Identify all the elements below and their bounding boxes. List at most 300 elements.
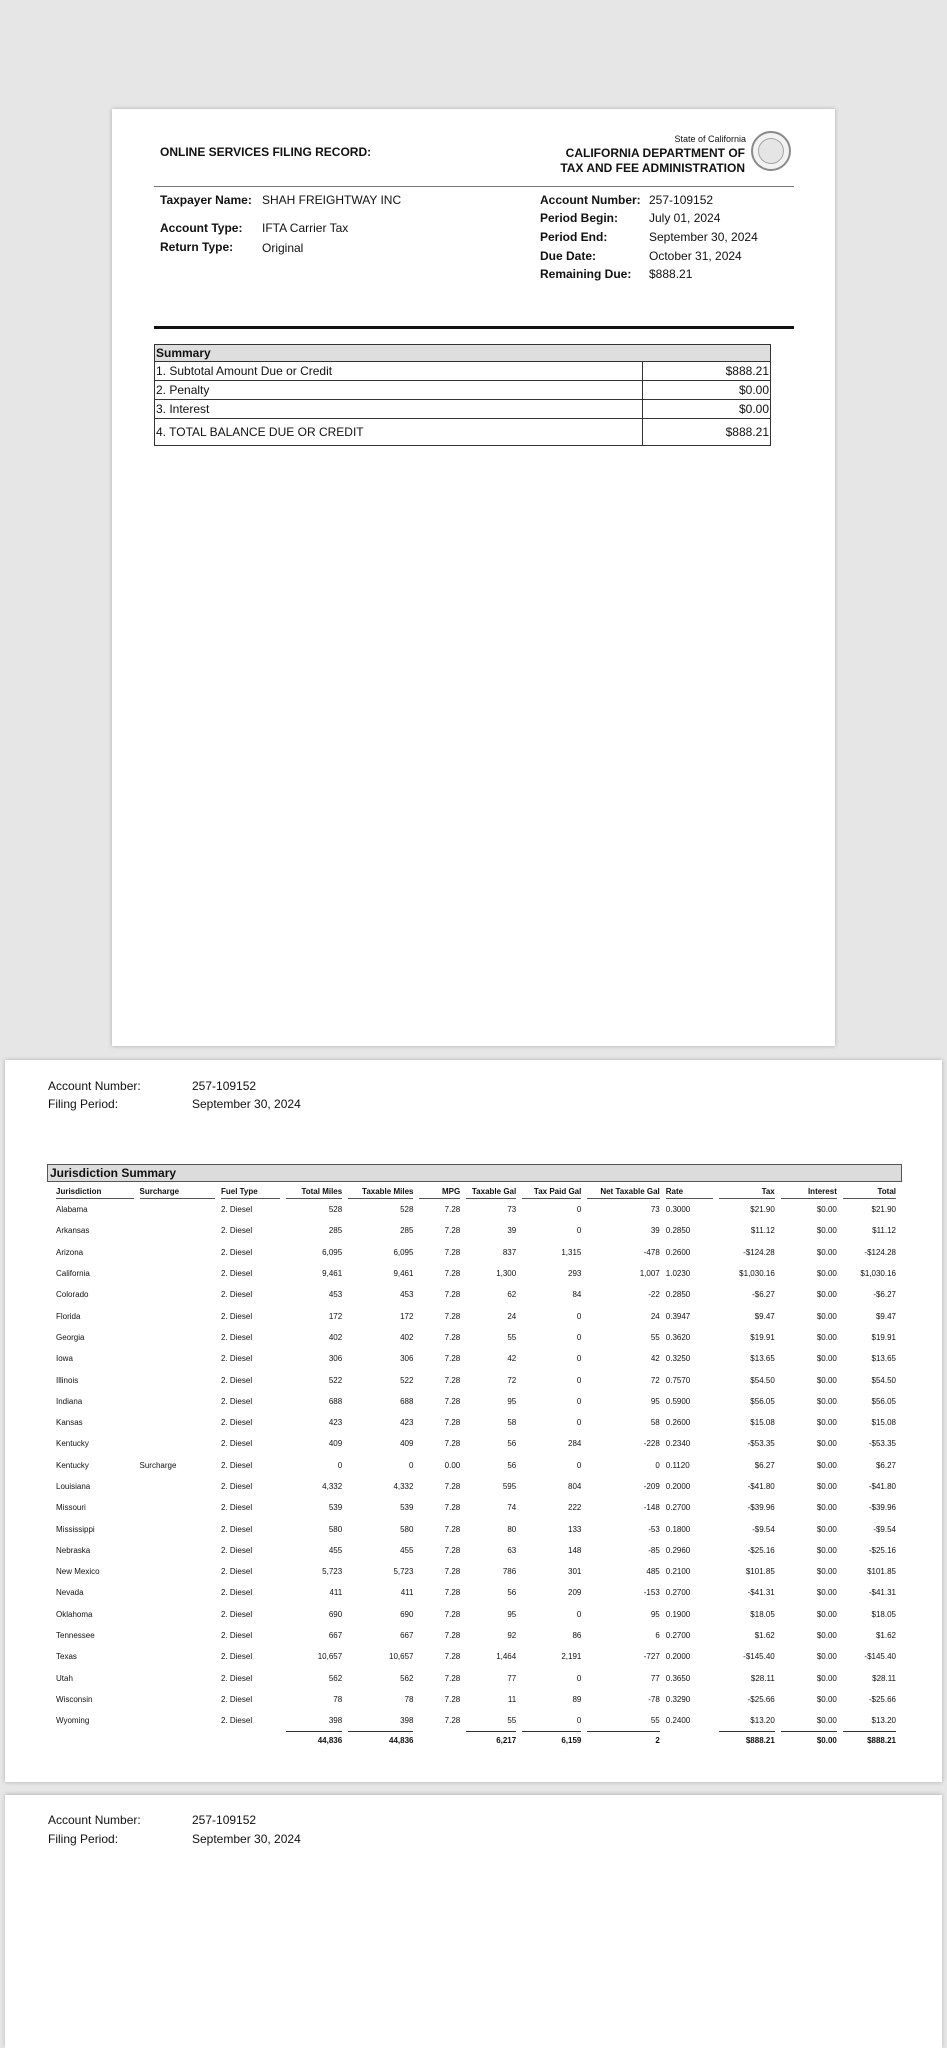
- table-cell: $28.11: [750, 1673, 775, 1683]
- table-cell: 423: [328, 1418, 343, 1428]
- table-cell: 0.3650: [665, 1673, 691, 1683]
- jurisdiction-summary-title: Jurisdiction Summary: [47, 1164, 902, 1182]
- table-row: [56, 1305, 896, 1326]
- table-cell: 7.28: [444, 1482, 461, 1491]
- table-cell: 0: [409, 1460, 414, 1470]
- table-cell: 0.2850: [665, 1226, 691, 1236]
- table-cell: 222: [568, 1503, 582, 1513]
- table-cell: 0: [576, 1609, 582, 1619]
- table-cell: 2. Diesel: [220, 1354, 253, 1364]
- table-cell: [140, 1604, 215, 1625]
- table-cell: $0.00: [816, 1716, 837, 1726]
- remaining-due-label: Remaining Due:: [540, 267, 632, 281]
- state-label: State of California: [674, 134, 746, 144]
- table-cell: 595: [502, 1482, 517, 1491]
- department-line-2: TAX AND FEE ADMINISTRATION: [560, 161, 745, 175]
- table-cell: $0.00: [816, 1503, 837, 1513]
- summary-row-label: 1. Subtotal Amount Due or Credit: [155, 362, 643, 381]
- table-cell: Missouri: [56, 1503, 86, 1513]
- table-cell: 95: [507, 1609, 517, 1619]
- total-cell: 6,159: [522, 1731, 581, 1748]
- table-cell: 6: [655, 1631, 660, 1641]
- table-cell: -$6.27: [752, 1290, 775, 1300]
- table-cell: 0: [576, 1460, 582, 1470]
- table-row: [56, 1327, 896, 1348]
- table-cell: [140, 1220, 215, 1241]
- table-cell: 2,191: [561, 1652, 582, 1662]
- table-cell: 2. Diesel: [220, 1226, 253, 1236]
- column-header: Net Taxable Gal: [587, 1184, 659, 1199]
- table-cell: 63: [507, 1545, 517, 1555]
- summary-row: [155, 362, 771, 381]
- table-cell: 7.28: [444, 1652, 461, 1662]
- table-cell: -$124.28: [864, 1247, 896, 1257]
- table-cell: 77: [650, 1673, 660, 1683]
- table-cell: $56.05: [871, 1396, 896, 1406]
- table-cell: Oklahoma: [56, 1609, 93, 1619]
- table-cell: 306: [400, 1354, 414, 1364]
- table-cell: -$145.40: [864, 1652, 896, 1662]
- table-cell: -153: [643, 1588, 660, 1598]
- table-cell: 0.2700: [665, 1631, 691, 1641]
- table-cell: -$25.16: [747, 1545, 775, 1555]
- table-cell: 24: [650, 1311, 660, 1321]
- table-cell: $1,030.16: [739, 1269, 775, 1279]
- table-cell: Georgia: [56, 1332, 85, 1342]
- table-cell: 2. Diesel: [220, 1460, 253, 1470]
- table-cell: 7.28: [444, 1290, 461, 1300]
- table-cell: 2. Diesel: [220, 1631, 253, 1641]
- table-cell: 411: [329, 1588, 343, 1598]
- jurisdiction-header-row: [56, 1184, 896, 1199]
- account-type-value: IFTA Carrier Tax: [262, 221, 349, 235]
- table-row: [56, 1348, 896, 1369]
- table-cell: 2. Diesel: [220, 1609, 253, 1619]
- table-cell: Nevada: [56, 1588, 84, 1598]
- table-cell: 0.3620: [665, 1332, 691, 1342]
- table-cell: 0.2600: [665, 1418, 691, 1428]
- summary-total-row: [155, 419, 771, 446]
- table-cell: [140, 1476, 215, 1497]
- filing-period-label: Filing Period:: [48, 1832, 119, 1846]
- table-cell: 89: [572, 1694, 582, 1704]
- table-cell: -209: [643, 1482, 660, 1491]
- table-cell: Florida: [56, 1311, 81, 1321]
- table-cell: $0.00: [816, 1588, 837, 1598]
- table-cell: 7.28: [444, 1418, 461, 1428]
- table-cell: Surcharge: [139, 1460, 177, 1470]
- column-header: Surcharge: [140, 1184, 215, 1199]
- table-cell: [140, 1433, 215, 1454]
- table-cell: 2. Diesel: [220, 1524, 253, 1534]
- table-cell: 0.2100: [665, 1567, 691, 1577]
- table-cell: 172: [328, 1311, 343, 1321]
- table-cell: 7.28: [444, 1716, 461, 1726]
- column-header: Jurisdiction: [56, 1184, 134, 1199]
- table-cell: 453: [328, 1290, 343, 1300]
- table-cell: 786: [502, 1567, 517, 1577]
- table-cell: 78: [404, 1694, 414, 1704]
- table-cell: 0: [576, 1311, 582, 1321]
- table-cell: Kentucky: [56, 1460, 89, 1470]
- table-cell: 2. Diesel: [220, 1652, 253, 1662]
- table-cell: 7.28: [444, 1631, 461, 1641]
- table-cell: 7.28: [444, 1226, 461, 1236]
- table-cell: 423: [400, 1418, 414, 1428]
- table-cell: 42: [507, 1354, 517, 1364]
- table-cell: -478: [643, 1247, 660, 1257]
- table-cell: [140, 1582, 215, 1603]
- table-cell: 95: [650, 1396, 660, 1406]
- table-cell: 2. Diesel: [220, 1332, 253, 1342]
- table-cell: 2. Diesel: [220, 1588, 253, 1598]
- table-cell: 2. Diesel: [220, 1673, 253, 1683]
- table-cell: 4,332: [322, 1482, 343, 1491]
- table-cell: -$53.35: [747, 1439, 775, 1449]
- table-cell: -53: [648, 1524, 660, 1534]
- table-cell: 301: [568, 1567, 582, 1577]
- table-cell: [140, 1242, 215, 1263]
- table-row: [56, 1433, 896, 1454]
- header-divider: [154, 186, 794, 187]
- table-cell: 293: [568, 1269, 582, 1279]
- table-cell: -$9.54: [752, 1524, 775, 1534]
- table-cell: $13.20: [750, 1716, 775, 1726]
- table-cell: 0: [576, 1418, 582, 1428]
- column-header: Tax Paid Gal: [522, 1184, 581, 1199]
- table-cell: $0.00: [816, 1545, 837, 1555]
- table-cell: -$41.80: [868, 1482, 896, 1491]
- table-cell: -228: [643, 1439, 660, 1449]
- table-cell: [140, 1199, 215, 1220]
- table-cell: $9.47: [875, 1311, 896, 1321]
- table-cell: $0.00: [816, 1205, 837, 1215]
- table-cell: 80: [507, 1524, 517, 1534]
- account-number-value: 257-109152: [649, 193, 714, 207]
- table-cell: 562: [328, 1673, 343, 1683]
- table-cell: 402: [400, 1332, 414, 1342]
- table-cell: 667: [400, 1631, 414, 1641]
- table-cell: [140, 1348, 215, 1369]
- table-cell: 5,723: [322, 1567, 343, 1577]
- table-cell: $19.91: [871, 1332, 896, 1342]
- table-cell: 9,461: [322, 1269, 343, 1279]
- table-cell: $0.00: [816, 1482, 837, 1491]
- period-end-label: Period End:: [540, 230, 608, 244]
- table-cell: $0.00: [816, 1567, 837, 1577]
- table-row: [56, 1625, 896, 1646]
- table-cell: 74: [507, 1503, 517, 1513]
- table-cell: [140, 1327, 215, 1348]
- table-cell: 0: [576, 1332, 582, 1342]
- table-cell: 0.3250: [665, 1354, 691, 1364]
- table-cell: 688: [400, 1396, 414, 1406]
- table-cell: 0.2700: [665, 1503, 691, 1513]
- table-cell: 7.28: [444, 1311, 461, 1321]
- table-cell: 55: [507, 1332, 517, 1342]
- table-cell: 2. Diesel: [220, 1418, 253, 1428]
- due-date-label: Due Date:: [540, 249, 597, 263]
- table-cell: $0.00: [816, 1460, 837, 1470]
- return-type-value: Original: [262, 241, 304, 255]
- table-cell: 0.2960: [665, 1545, 691, 1555]
- table-cell: $18.05: [750, 1609, 775, 1619]
- table-row: [56, 1689, 896, 1710]
- table-cell: -$25.66: [868, 1694, 896, 1704]
- summary-row-amount: $888.21: [643, 419, 771, 446]
- table-cell: 453: [400, 1290, 414, 1300]
- filing-period-label: Filing Period:: [48, 1097, 119, 1111]
- table-cell: 24: [507, 1311, 517, 1321]
- period-begin-label: Period Begin:: [540, 211, 619, 225]
- table-cell: 0.1800: [665, 1524, 691, 1534]
- table-cell: [140, 1305, 215, 1326]
- table-cell: 0.7570: [665, 1375, 691, 1385]
- table-cell: 402: [328, 1332, 343, 1342]
- table-cell: $15.08: [871, 1418, 896, 1428]
- summary-header: Summary: [155, 345, 771, 362]
- table-cell: 0: [337, 1460, 343, 1470]
- summary-row-label: 4. TOTAL BALANCE DUE OR CREDIT: [155, 419, 643, 446]
- period-begin-value: July 01, 2024: [649, 211, 721, 225]
- table-cell: 562: [400, 1673, 414, 1683]
- table-cell: 0.2000: [665, 1652, 691, 1662]
- table-cell: 2. Diesel: [220, 1247, 253, 1257]
- table-cell: Alabama: [56, 1205, 88, 1215]
- table-cell: 10,657: [317, 1652, 343, 1662]
- table-cell: 2. Diesel: [220, 1545, 253, 1555]
- table-row: [56, 1604, 896, 1625]
- table-cell: [140, 1689, 215, 1710]
- table-cell: [140, 1263, 215, 1284]
- total-cell: 6,217: [466, 1731, 516, 1748]
- table-cell: $21.90: [750, 1205, 775, 1215]
- totals-row: [56, 1731, 896, 1748]
- table-cell: 837: [502, 1247, 517, 1257]
- table-cell: 0.2400: [665, 1716, 691, 1726]
- summary-row: [155, 381, 771, 400]
- table-row: [56, 1540, 896, 1561]
- table-row: [56, 1668, 896, 1689]
- table-cell: 92: [507, 1631, 517, 1641]
- column-header: Fuel Type: [221, 1184, 280, 1199]
- table-cell: 2. Diesel: [220, 1503, 253, 1513]
- table-cell: 485: [646, 1567, 660, 1577]
- table-cell: [140, 1518, 215, 1539]
- table-cell: Arkansas: [56, 1226, 90, 1236]
- table-cell: 2. Diesel: [220, 1396, 253, 1406]
- table-cell: $0.00: [816, 1226, 837, 1236]
- table-row: [56, 1284, 896, 1305]
- table-cell: $1.62: [754, 1631, 775, 1641]
- taxpayer-name-row: [160, 193, 252, 207]
- account-type-label: Account Type:: [160, 221, 243, 235]
- total-cell: [666, 1731, 713, 1748]
- table-cell: 7.28: [444, 1247, 461, 1257]
- table-cell: 9,461: [393, 1269, 414, 1279]
- table-row: [56, 1476, 896, 1497]
- table-cell: 0.2000: [665, 1482, 691, 1491]
- table-cell: -$25.16: [868, 1545, 896, 1555]
- table-cell: $1,030.16: [860, 1269, 896, 1279]
- table-cell: 398: [328, 1716, 343, 1726]
- table-cell: Utah: [56, 1673, 73, 1683]
- table-cell: -$39.96: [747, 1503, 775, 1513]
- table-cell: 133: [568, 1524, 582, 1534]
- table-cell: $0.00: [816, 1609, 837, 1619]
- table-cell: 56: [507, 1588, 517, 1598]
- filing-period-value: September 30, 2024: [192, 1097, 301, 1111]
- taxpayer-name-value: SHAH FREIGHTWAY INC: [262, 193, 402, 207]
- table-cell: Tennessee: [56, 1631, 95, 1641]
- table-cell: 7.28: [444, 1567, 461, 1577]
- account-number-label: Account Number:: [48, 1813, 141, 1827]
- table-cell: 73: [650, 1205, 660, 1215]
- table-cell: 409: [328, 1439, 343, 1449]
- table-cell: 7.28: [444, 1375, 461, 1385]
- table-cell: 72: [650, 1375, 660, 1385]
- table-cell: 72: [507, 1375, 517, 1385]
- table-cell: [140, 1540, 215, 1561]
- table-cell: 0: [576, 1396, 582, 1406]
- table-cell: 7.28: [444, 1354, 461, 1364]
- total-cell: [56, 1731, 134, 1748]
- table-cell: 7.28: [444, 1332, 461, 1342]
- table-cell: 209: [568, 1588, 582, 1598]
- table-cell: 1,464: [496, 1652, 517, 1662]
- table-cell: -85: [648, 1545, 660, 1555]
- table-cell: 0: [576, 1673, 582, 1683]
- table-cell: 0: [576, 1205, 582, 1215]
- table-cell: 0: [576, 1716, 582, 1726]
- table-cell: 78: [333, 1694, 343, 1704]
- table-cell: 55: [650, 1716, 660, 1726]
- table-cell: 56: [507, 1439, 517, 1449]
- table-cell: $101.85: [867, 1567, 896, 1577]
- table-cell: 56: [507, 1460, 517, 1470]
- column-header: Taxable Miles: [348, 1184, 413, 1199]
- table-cell: 95: [650, 1609, 660, 1619]
- table-cell: 2. Diesel: [220, 1694, 253, 1704]
- table-cell: 39: [507, 1226, 517, 1236]
- table-row: [56, 1263, 896, 1284]
- table-cell: $19.91: [750, 1332, 775, 1342]
- filing-record-page-3: [5, 1795, 942, 2048]
- table-cell: Wyoming: [56, 1716, 90, 1726]
- table-cell: 1,007: [639, 1269, 660, 1279]
- table-cell: New Mexico: [56, 1567, 100, 1577]
- table-cell: 411: [400, 1588, 414, 1598]
- table-cell: 1,315: [561, 1247, 582, 1257]
- column-header: Tax: [719, 1184, 775, 1199]
- table-cell: 2. Diesel: [220, 1375, 253, 1385]
- column-header: Total Miles: [286, 1184, 342, 1199]
- table-cell: -$124.28: [743, 1247, 775, 1257]
- table-cell: Kansas: [56, 1418, 83, 1428]
- table-row: [56, 1561, 896, 1582]
- table-row: [56, 1369, 896, 1390]
- table-cell: -78: [648, 1694, 660, 1704]
- table-row: [56, 1497, 896, 1518]
- table-cell: 5,723: [393, 1567, 414, 1577]
- table-cell: $54.50: [750, 1375, 775, 1385]
- table-cell: 0: [576, 1375, 582, 1385]
- summary-row-amount: $0.00: [643, 400, 771, 419]
- section-divider: [154, 326, 794, 329]
- table-cell: 11: [507, 1694, 517, 1704]
- table-cell: $0.00: [816, 1375, 837, 1385]
- table-cell: 522: [400, 1375, 414, 1385]
- table-cell: 0: [655, 1460, 660, 1470]
- table-cell: 455: [400, 1545, 414, 1555]
- table-cell: $28.11: [872, 1673, 896, 1683]
- table-cell: Arizona: [56, 1247, 84, 1257]
- table-cell: -$41.80: [747, 1482, 775, 1491]
- table-cell: 2. Diesel: [220, 1290, 253, 1300]
- table-cell: Nebraska: [56, 1545, 91, 1555]
- table-cell: 7.28: [444, 1545, 461, 1555]
- table-cell: -$145.40: [743, 1652, 775, 1662]
- account-number-label: Account Number:: [540, 193, 641, 207]
- table-cell: Kentucky: [56, 1439, 89, 1449]
- column-header: Rate: [666, 1184, 713, 1199]
- state-seal-icon: [751, 131, 791, 171]
- table-cell: 55: [507, 1716, 517, 1726]
- table-cell: $6.27: [875, 1460, 896, 1470]
- table-cell: 580: [400, 1524, 414, 1534]
- table-cell: $0.00: [816, 1673, 837, 1683]
- table-cell: 0.2600: [665, 1247, 691, 1257]
- table-cell: -$25.66: [747, 1694, 775, 1704]
- table-cell: 1.0230: [665, 1269, 691, 1279]
- table-cell: 4,332: [393, 1482, 414, 1491]
- table-cell: 2. Diesel: [220, 1482, 253, 1491]
- table-row: [56, 1199, 896, 1220]
- table-cell: 0.2850: [665, 1290, 691, 1300]
- table-cell: $11.12: [872, 1226, 896, 1236]
- table-cell: 7.28: [444, 1503, 461, 1513]
- table-cell: 690: [400, 1609, 414, 1619]
- table-cell: California: [56, 1269, 90, 1279]
- table-cell: 148: [568, 1545, 582, 1555]
- table-cell: 84: [572, 1290, 582, 1300]
- column-header: MPG: [419, 1184, 460, 1199]
- summary-row: [155, 400, 771, 419]
- table-cell: 7.28: [444, 1439, 461, 1449]
- table-cell: 539: [400, 1503, 414, 1513]
- table-cell: 0: [576, 1354, 582, 1364]
- table-cell: 0.1120: [665, 1460, 690, 1470]
- table-cell: $101.85: [745, 1567, 775, 1577]
- table-cell: 2. Diesel: [220, 1716, 253, 1726]
- account-number-value: 257-109152: [192, 1813, 257, 1827]
- table-row: [56, 1710, 896, 1731]
- table-cell: 2. Diesel: [220, 1205, 253, 1215]
- table-cell: 7.28: [444, 1396, 461, 1406]
- table-cell: 528: [400, 1205, 414, 1215]
- table-cell: 0.1900: [665, 1609, 691, 1619]
- total-cell: [140, 1731, 215, 1748]
- table-cell: $13.65: [750, 1354, 775, 1364]
- table-cell: [140, 1369, 215, 1390]
- table-cell: 0.5900: [665, 1396, 691, 1406]
- table-cell: 522: [328, 1375, 343, 1385]
- table-cell: -$41.31: [747, 1588, 775, 1598]
- table-cell: -148: [643, 1503, 660, 1513]
- taxpayer-name-label: Taxpayer Name:: [160, 193, 252, 207]
- table-cell: 2. Diesel: [220, 1567, 253, 1577]
- column-header: Total: [843, 1184, 896, 1199]
